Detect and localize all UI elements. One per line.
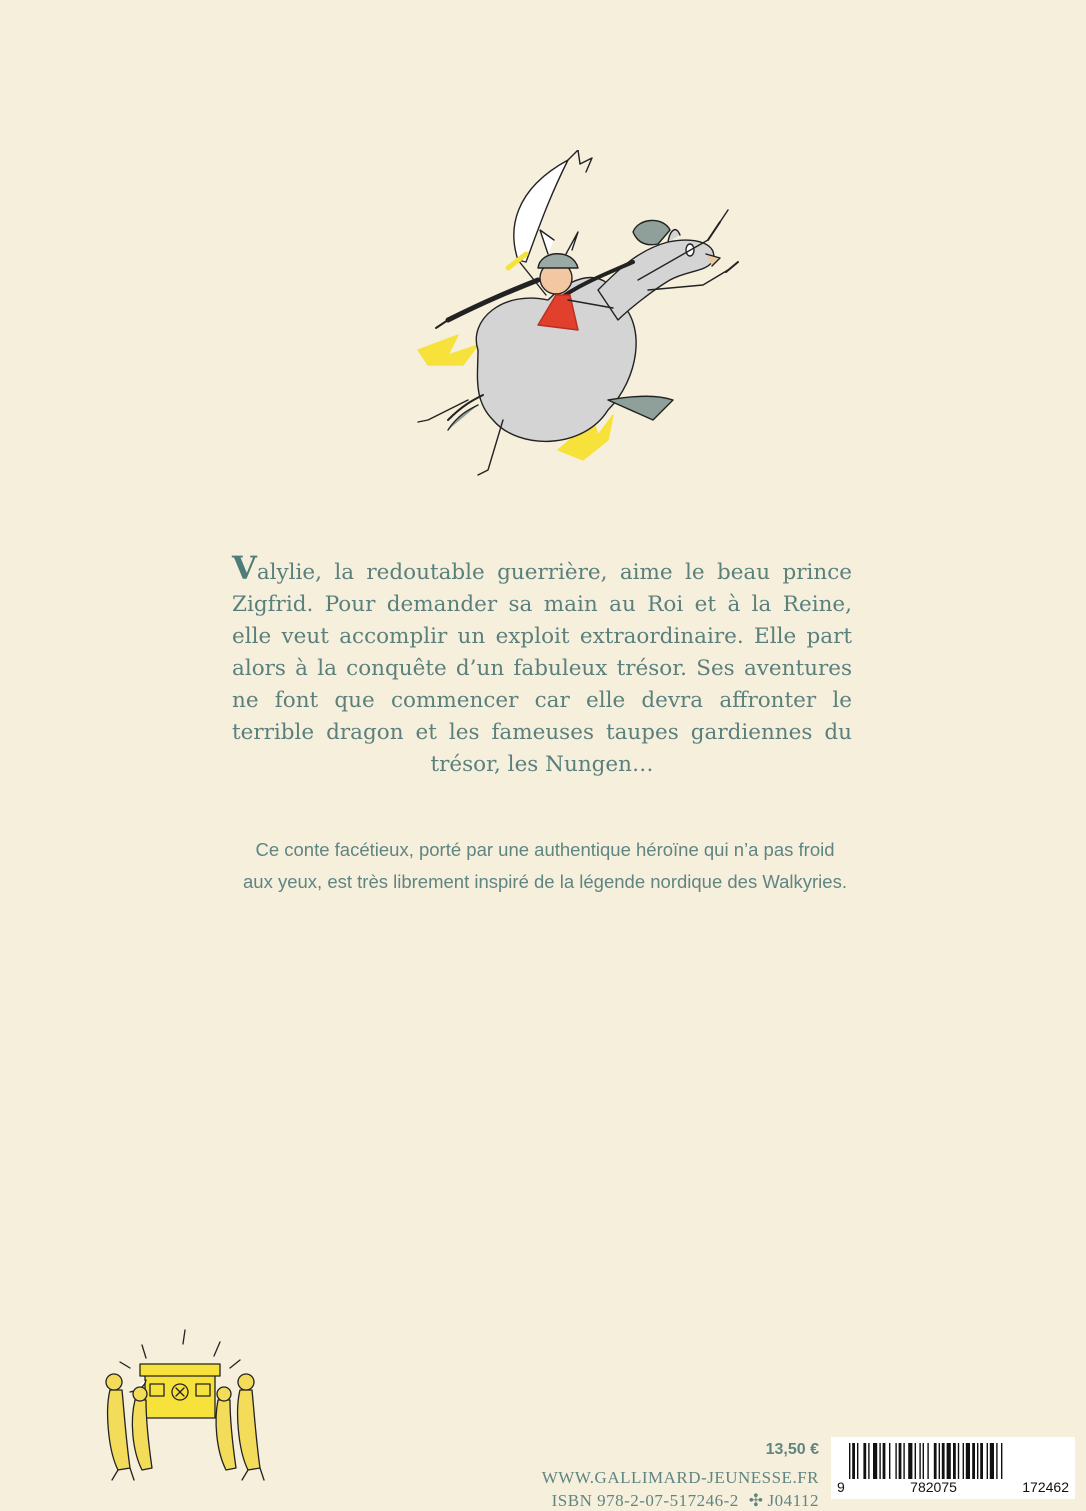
barcode-bar xyxy=(927,1443,928,1479)
barcode-bar xyxy=(953,1443,956,1479)
barcode-bar xyxy=(996,1443,997,1479)
barcode xyxy=(831,1437,1075,1499)
dropcap-letter: V xyxy=(232,549,257,587)
blurb-text: alylie, la redoutable guerrière, aime le beau prince Zigfrid. Pour demander sa main au Roi et à la Reine, elle veut accomplir un exploit extraordinaire. Elle part alors à la conquête d’un fabuleux trésor. Ses aventures ne font que commencer car elle devra affronter le terrible dragon et les fameuses taupes gardiennes du trésor, les Nungen… xyxy=(232,560,852,777)
barcode-bar xyxy=(863,1443,866,1479)
barcode-digits xyxy=(837,1479,1069,1495)
barcode-bar xyxy=(958,1443,959,1479)
barcode-first-digit: 9 xyxy=(837,1479,845,1495)
barcode-bar xyxy=(903,1443,904,1479)
barcode-bar xyxy=(879,1443,880,1479)
barcode-group-1: 782075 xyxy=(910,1479,957,1495)
barcode-bar xyxy=(915,1443,916,1479)
barcode-bar xyxy=(972,1443,975,1479)
tagline-paragraph xyxy=(200,834,890,898)
barcode-bar xyxy=(939,1443,940,1479)
barcode-bar xyxy=(895,1443,896,1479)
barcode-bar xyxy=(883,1443,886,1479)
barcode-bar xyxy=(923,1443,924,1479)
valkyrie-horse-illustration xyxy=(408,150,748,490)
barcode-bar xyxy=(947,1443,951,1479)
price-label: 13,50 € xyxy=(765,1441,819,1458)
barcode-bar xyxy=(977,1443,978,1479)
barcode-bar xyxy=(873,1443,877,1479)
blurb-paragraph xyxy=(232,549,852,781)
barcode-bar xyxy=(990,1443,994,1479)
barcode-bar xyxy=(889,1443,890,1479)
barcode-group-2: 172462 xyxy=(1022,1479,1069,1495)
barcode-bar xyxy=(849,1443,850,1479)
barcode-bar xyxy=(908,1443,912,1479)
code-symbol-icon: ✣ xyxy=(748,1491,764,1510)
isbn-row xyxy=(552,1491,819,1511)
barcode-bar xyxy=(963,1443,964,1479)
barcode-bar xyxy=(1001,1443,1002,1479)
publisher-url: WWW.GALLIMARD-JEUNESSE.FR xyxy=(541,1468,819,1487)
barcode-bar xyxy=(966,1443,970,1479)
barcode-bar xyxy=(919,1443,920,1479)
product-code: J04112 xyxy=(767,1491,819,1510)
barcode-bar xyxy=(942,1443,945,1479)
treasure-chest-illustration xyxy=(90,1320,270,1490)
barcode-bar xyxy=(857,1443,858,1479)
barcode-bar xyxy=(868,1443,869,1479)
barcode-bar xyxy=(980,1443,983,1479)
barcode-bar xyxy=(987,1443,988,1479)
tagline-line-2: aux yeux, est très librement inspiré de la légende nordique des Walkyries. xyxy=(243,871,847,892)
barcode-bars xyxy=(837,1443,1069,1479)
barcode-bar xyxy=(852,1443,855,1479)
barcode-bar xyxy=(934,1443,937,1479)
tagline-line-1: Ce conte facétieux, porté par une authentique héroïne qui n’a pas froid xyxy=(255,839,835,860)
isbn-number: ISBN 978-2-07-517246-2 xyxy=(551,1491,739,1510)
barcode-bar xyxy=(899,1443,902,1479)
